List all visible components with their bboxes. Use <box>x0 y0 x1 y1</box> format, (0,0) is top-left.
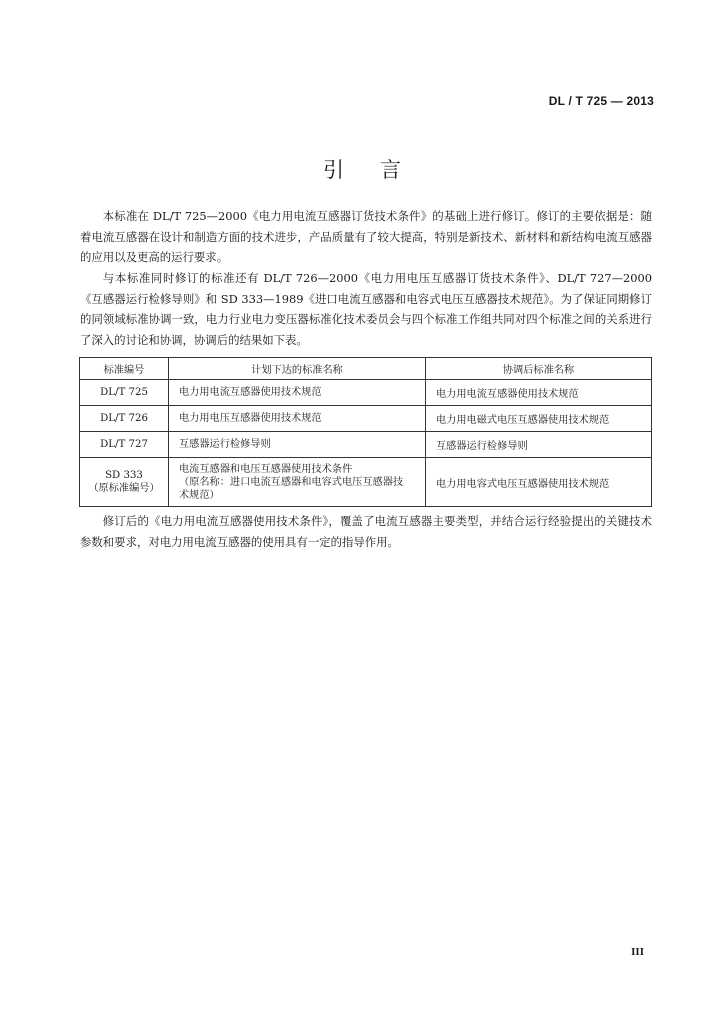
coordinated-name-cell: 互感器运行检修导则 <box>426 432 652 458</box>
standard-code-cell <box>80 380 169 406</box>
planned-name-cell <box>169 432 426 458</box>
standard-code-cell <box>80 406 169 432</box>
planned-name-line: 术规范） <box>179 489 220 501</box>
standard-code-line: DL/T 726 <box>100 413 148 424</box>
page-number: III <box>631 946 644 958</box>
column-header-code: 标准编号 <box>80 358 169 380</box>
planned-name-cell <box>169 458 426 507</box>
standard-code-line: DL/T 725 <box>100 387 148 398</box>
standard-code-header: DL / T 725 — 2013 <box>548 94 654 108</box>
table-row <box>80 380 652 406</box>
paragraph-revision-basis: 本标准在 DL/T 725—2000《电力用电流互感器订货技术条件》的基础上进行修订。修订的主要依据是：随着电流互感器在设计和制造方面的技术进步，产品质量有了较大提高，特别是新技术、新材料和新结构电流互感器的应用以及更高的运行要求。 <box>80 209 652 264</box>
coordinated-name-cell: 电力用电磁式电压互感器使用技术规范 <box>426 406 652 432</box>
table-header-row <box>80 358 652 380</box>
table-row <box>80 406 652 432</box>
standards-coordination-table <box>79 357 652 507</box>
paragraph-related-standards: 与本标准同时修订的标准还有 DL/T 726—2000《电力用电压互感器订货技术条件》、DL/T 727—2000《互感器运行检修导则》和 SD 333—1989《进口电流互感器和电容式电压互感器技术规范》。为了保证同期修订的同领域标准协调一致，电力行业电力变压器标准化技术委员会与四个标准工作组共同对四个标准之间的关系进行了深入的讨论和协调，协调后的结果如下表。 <box>80 271 652 347</box>
planned-name-line: （原名称：进口电流互感器和电容式电压互感器技 <box>179 476 404 488</box>
column-header-coordinated-name: 协调后标准名称 <box>426 358 652 380</box>
planned-name-cell <box>169 406 426 432</box>
standard-code-line: DL/T 727 <box>100 439 148 450</box>
table-row <box>80 432 652 458</box>
coordinated-name-cell: 电力用电容式电压互感器使用技术规范 <box>426 458 652 507</box>
planned-name-line: 电流互感器和电压互感器使用技术条件 <box>179 463 353 475</box>
standard-code-cell <box>80 432 169 458</box>
column-header-planned-name: 计划下达的标准名称 <box>169 358 426 380</box>
planned-name-cell <box>169 380 426 406</box>
standard-code-cell <box>80 458 169 507</box>
planned-name-line: 电力用电压互感器使用技术规范 <box>179 413 322 424</box>
page-title: 引言 <box>323 158 437 182</box>
coordinated-name-cell: 电力用电流互感器使用技术规范 <box>426 380 652 406</box>
standard-code-line: SD 333 <box>105 470 143 481</box>
planned-name-line: 电力用电流互感器使用技术规范 <box>179 387 322 398</box>
planned-name-line: 互感器运行检修导则 <box>179 439 271 450</box>
table-row <box>80 458 652 507</box>
paragraph-conclusion: 修订后的《电力用电流互感器使用技术条件》，覆盖了电流互感器主要类型，并结合运行经验提出的关键技术参数和要求，对电力用电流互感器的使用具有一定的指导作用。 <box>80 514 652 549</box>
standard-code-line: （原标准编号） <box>88 483 160 494</box>
